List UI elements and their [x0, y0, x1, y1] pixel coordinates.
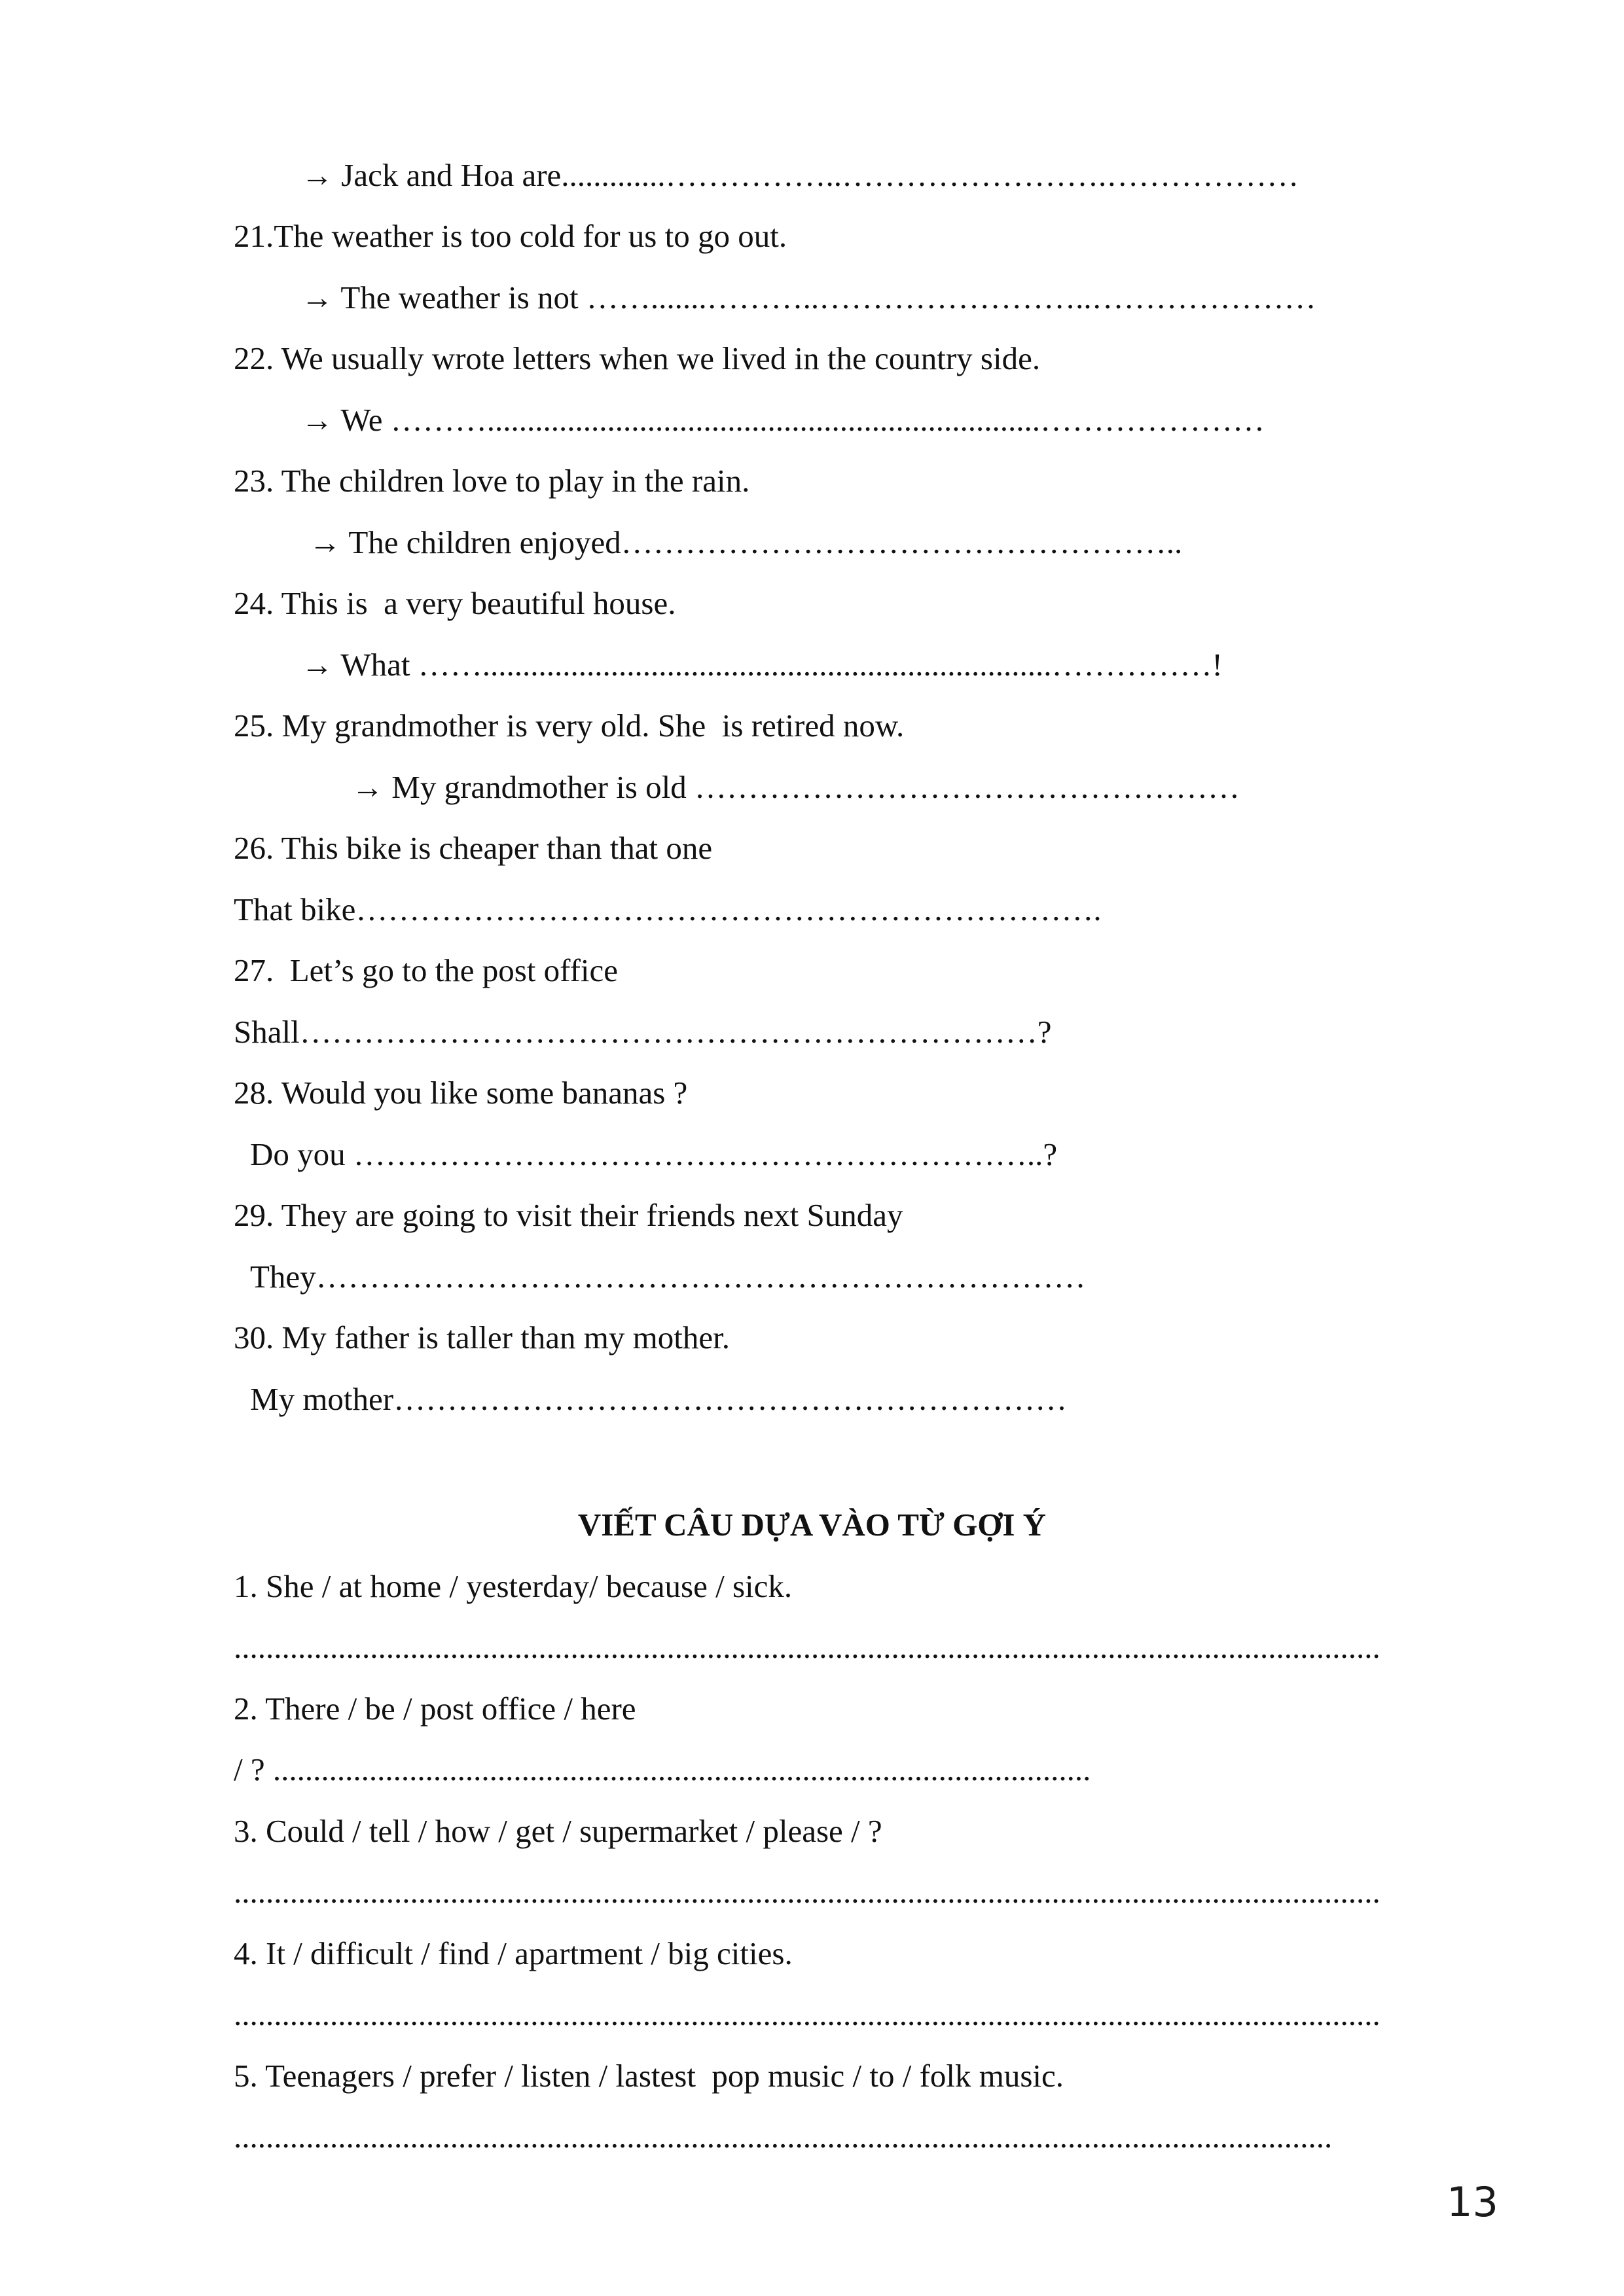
cue-5: 5. Teenagers / prefer / listen / lastest pop music / to / folk music.	[234, 2058, 1064, 2094]
answer-line-21: → The weather is not …….......………..……………………..…………………	[301, 279, 1316, 315]
cue-4: 4. It / difficult / find / apartment / big cities.	[234, 1935, 793, 1971]
prompt-26: 26. This bike is cheaper than that one	[234, 830, 713, 866]
answer-line-30: My mother………………………………………………………	[250, 1381, 1068, 1417]
page-number: 13	[1447, 2178, 1498, 2226]
answer-line-20: → Jack and Hoa are.............……………..…………………….………………	[301, 157, 1299, 193]
cue-3: 3. Could / tell / how / get / supermarket / please / ?	[234, 1813, 882, 1849]
answer-line-cue-1: ...............................................................................................................................................	[234, 1629, 1380, 1665]
answer-line-cue-4: ...............................................................................................................................................	[234, 1996, 1380, 2032]
answer-line-cue-5: .........................................................................................................................................	[234, 2119, 1333, 2155]
prompt-21: 21.The weather is too cold for us to go out.	[234, 218, 787, 254]
prompt-24: 24. This is a very beautiful house.	[234, 585, 676, 621]
prompt-22: 22. We usually wrote letters when we lived in the country side.	[234, 340, 1041, 376]
answer-line-28: Do you ………………………………………………………..?	[250, 1136, 1058, 1172]
prompt-29: 29. They are going to visit their friends next Sunday	[234, 1197, 903, 1233]
answer-line-25: → My grandmother is old ……………………………………………	[352, 769, 1240, 805]
answer-line-26: That bike…………………………………………………………….	[234, 891, 1102, 927]
section-heading: VIẾT CÂU DỰA VÀO TỪ GỢI Ý	[577, 1507, 1047, 1543]
answer-line-cue-3: ...............................................................................................................................................	[234, 1874, 1380, 1910]
answer-line-22: → We ……….....................................................................…………………	[301, 402, 1265, 438]
answer-line-27: Shall……………………………………………………………?	[234, 1014, 1052, 1050]
answer-line-29: They………………………………………………………………	[250, 1259, 1086, 1295]
prompt-30: 30. My father is taller than my mother.	[234, 1319, 730, 1355]
prompt-27: 27. Let’s go to the post office	[234, 952, 618, 988]
prompt-23: 23. The children love to play in the rain.	[234, 463, 750, 499]
cue-1: 1. She / at home / yesterday/ because / sick.	[234, 1568, 793, 1604]
prompt-28: 28. Would you like some bananas ?	[234, 1075, 688, 1111]
answer-line-cue-2: / ? ......................................................................................................	[234, 1751, 1091, 1787]
answer-line-24: → What …….......................................................................……………!	[301, 647, 1223, 683]
answer-line-23: → The children enjoyed……………………………………………..	[309, 524, 1183, 560]
cue-2: 2. There / be / post office / here	[234, 1691, 636, 1727]
prompt-25: 25. My grandmother is very old. She is retired now.	[234, 708, 905, 744]
